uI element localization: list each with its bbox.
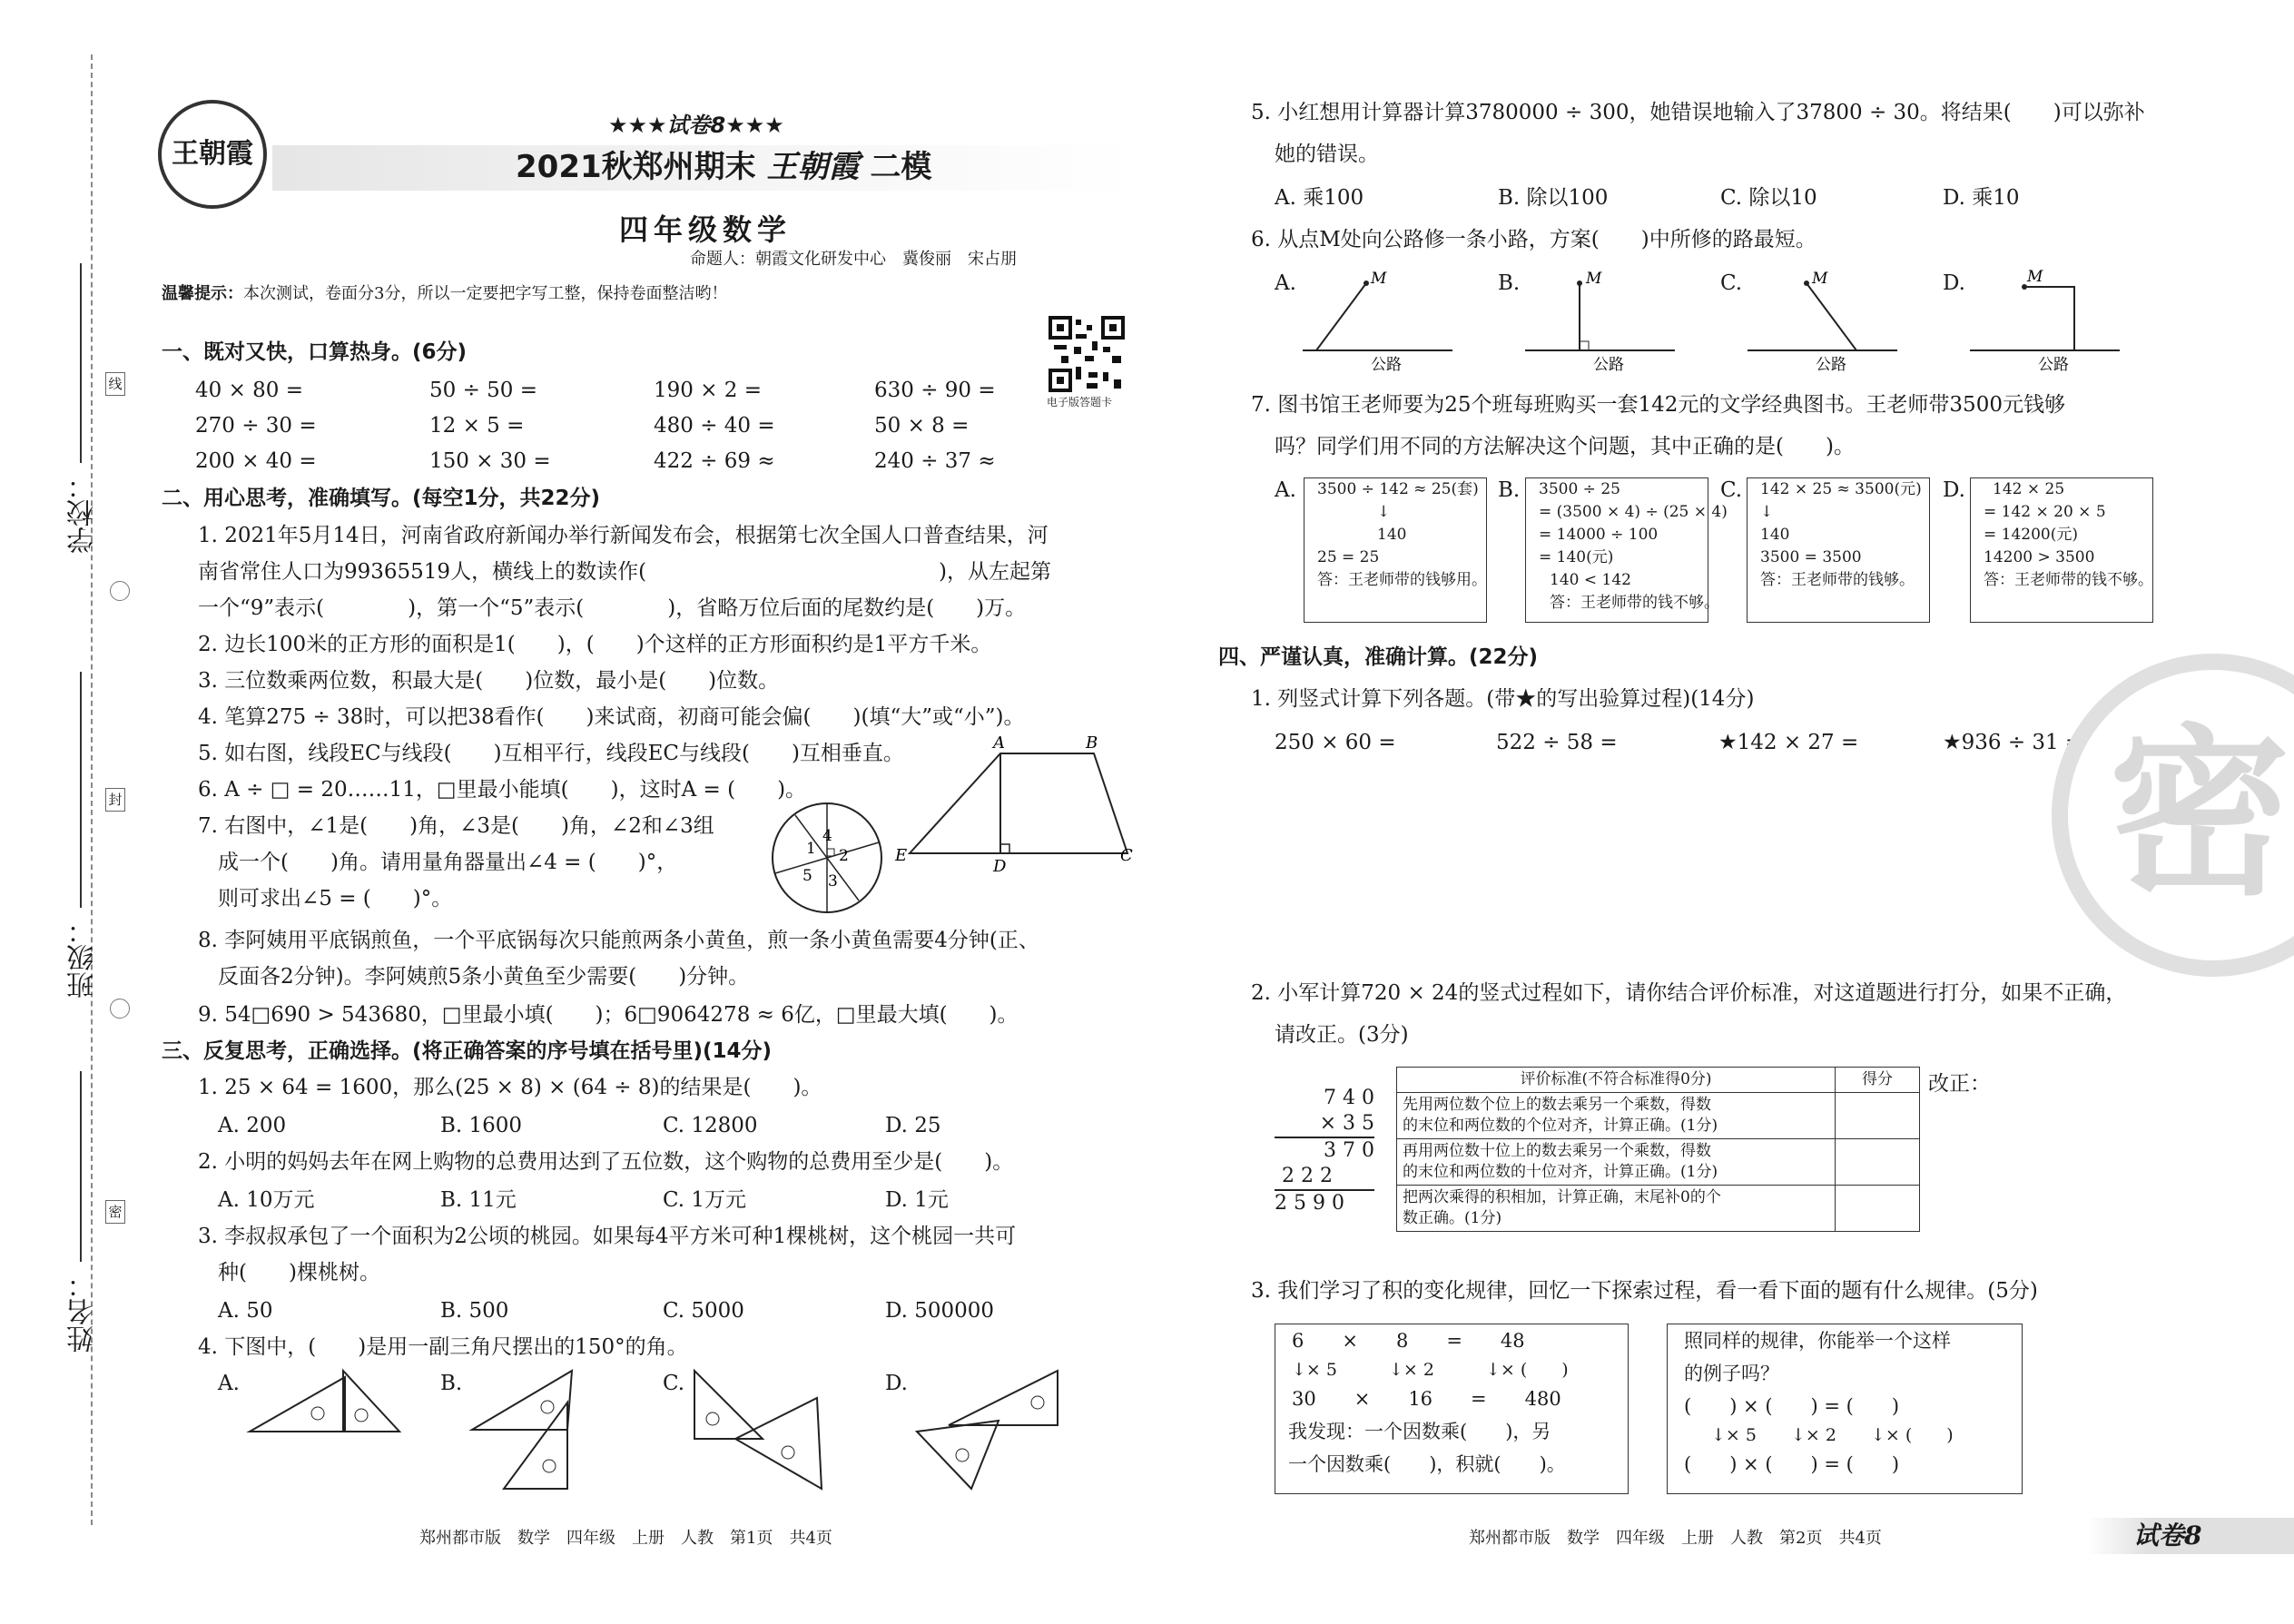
choice-option: C. 1万元 — [663, 1188, 747, 1212]
trap-label: D — [993, 857, 1007, 871]
solution-box-c: 142 × 25 ≈ 3500(元) ↓ 140 3500 = 3500 答：王老师带的钱够。 — [1747, 477, 1930, 623]
choice-option: C. — [1720, 478, 1743, 502]
fill-question: 反面各2分钟)。李阿姨煎5条小黄鱼至少需要( )分钟。 — [218, 965, 750, 989]
triangle-figure-d — [912, 1366, 1067, 1493]
mental-math: 200 × 40 = — [195, 449, 317, 473]
school-label: 学校： — [67, 472, 99, 554]
binding-mark: 密 — [105, 1200, 125, 1224]
choice-option: B. 500 — [440, 1299, 509, 1323]
corner-tag: 试卷8 — [2133, 1521, 2202, 1550]
qr-caption: 电子版答题卡 — [1047, 396, 1113, 408]
choice-option: B. — [1498, 478, 1521, 502]
choice-option: B. — [440, 1372, 463, 1395]
svg-text:M: M — [1371, 270, 1387, 288]
binding-hole — [110, 581, 130, 601]
mental-math: 480 ÷ 40 = — [654, 414, 775, 438]
fill-question: 8. 李阿姨用平底锅煎鱼，一个平底锅每次只能煎两条小黄鱼，煎一条小黄鱼需要4分钟(正、 — [198, 929, 1039, 952]
authors: 命题人：朝霞文化研发中心 冀俊丽 宋占朋 — [690, 250, 1017, 269]
mental-math: 422 ÷ 69 ≈ — [654, 449, 775, 473]
vertical-calc: 7 4 0 × 3 5 3 7 0 2 2 2 2 5 9 0 — [1275, 1087, 1374, 1215]
trap-label: A — [993, 735, 1005, 753]
name-underline — [80, 1071, 82, 1262]
mental-math: 630 ÷ 90 = — [874, 379, 996, 402]
solution-box-b: 3500 ÷ 25 = (3500 × 4) ÷ (25 × 4) = 14000 ÷ 100 = 140(元) 140 < 142 答：王老师带的钱不够。 — [1525, 477, 1708, 623]
svg-text:公路: 公路 — [1593, 356, 1624, 374]
trap-label: E — [895, 846, 908, 865]
solution-box-d: 142 × 25 = 142 × 20 × 5 = 14200(元) 14200 > 3500 答：王老师带的钱不够。 — [1970, 477, 2153, 623]
choice-question: 她的错误。 — [1275, 143, 1379, 166]
page-footer: 郑州都市版 数学 四年级 上册 人教 第1页 共4页 — [419, 1529, 832, 1548]
trap-label: B — [1086, 735, 1098, 753]
svg-text:M: M — [1812, 270, 1828, 288]
name-label: 姓名： — [67, 1271, 99, 1353]
evaluation-table: 评价标准(不符合标准得0分) 得分 先用两位数个位上的数去乘另一个乘数，得数 的末位和两位数的个位对齐，计算正确。(1分) 再用两位数十位上的数去乘另一个乘数，得数 的末位和两位数的十位对齐，计算正确。(1分) 把两次乘得的积相加，计算正确，末尾补0的个 数正确。(1分) — [1396, 1067, 1920, 1232]
choice-option: D. 25 — [885, 1114, 941, 1137]
angle-label: 5 — [802, 867, 812, 885]
calc-question: 1. 列竖式计算下列各题。(带★的写出验算过程)(14分) — [1251, 687, 1755, 711]
mental-math: 12 × 5 = — [429, 414, 525, 438]
angle-label: 4 — [822, 827, 832, 845]
brand-logo: 王朝霞 — [158, 100, 267, 209]
tip: 温馨提示：本次测试，卷面分3分，所以一定要把字写工整，保持卷面整洁哟！ — [162, 284, 728, 303]
choice-option: B. 11元 — [440, 1188, 517, 1212]
trap-label: C — [1120, 846, 1133, 865]
svg-text:公路: 公路 — [1371, 356, 1402, 374]
rule-box: 6 × 8 = 48 ↓× 5 ↓× 2 ↓× ( ) 30 × 16 = 480 我发现：一个因数乘( )，另 一个因数乘( )，积就( )。 — [1275, 1324, 1629, 1494]
page-footer: 郑州都市版 数学 四年级 上册 人教 第2页 共4页 — [1469, 1529, 1882, 1548]
choice-option: C. 5000 — [663, 1299, 744, 1323]
choice-option: A. 200 — [218, 1114, 287, 1137]
angle-label: 1 — [806, 840, 816, 858]
mental-math: 240 ÷ 37 ≈ — [874, 449, 996, 473]
choice-question: 2. 小明的妈妈去年在网上购物的总费用达到了五位数，这个购物的总费用至少是( )。 — [198, 1150, 1014, 1174]
calc-item: ★936 ÷ 31 = — [1943, 731, 2083, 754]
road-figure-a — [1298, 267, 1462, 376]
choice-option: C. — [663, 1372, 685, 1395]
angle-circle-figure — [768, 799, 886, 917]
class-underline — [80, 672, 82, 908]
subject-title: 四年级数学 — [619, 212, 793, 247]
mental-math: 50 × 8 = — [874, 414, 970, 438]
choice-option: C. 除以10 — [1720, 186, 1817, 210]
mental-math: 40 × 80 = — [195, 379, 304, 402]
choice-option: C. — [1720, 271, 1743, 295]
calc-question: 请改正。(3分) — [1275, 1023, 1409, 1047]
fill-question: 7. 右图中，∠1是( )角，∠3是( )角，∠2和∠3组 — [198, 814, 714, 838]
choice-question: 吗？同学们用不同的方法解决这个问题，其中正确的是( )。 — [1275, 435, 1855, 458]
choice-option: A. — [218, 1372, 240, 1395]
svg-text:公路: 公路 — [2038, 356, 2069, 374]
choice-question: 3. 李叔叔承包了一个面积为2公顷的桃园。如果每4平方米可种1棵桃树，这个桃园一共可 — [198, 1225, 1017, 1248]
choice-option: D. 1元 — [885, 1188, 949, 1212]
qr-code[interactable] — [1049, 316, 1125, 392]
exam-number: ★★★试卷8★★★ — [608, 113, 784, 138]
fill-question: 南省常住人口为99365519人，横线上的数读作( )，从左起第 — [198, 560, 1052, 584]
choice-option: D. 500000 — [885, 1299, 995, 1323]
triangle-figure-b — [468, 1366, 622, 1493]
choice-option: D. 乘10 — [1943, 186, 2020, 210]
choice-option: A. 10万元 — [218, 1188, 315, 1212]
angle-label: 2 — [839, 847, 849, 865]
choice-option: B. 1600 — [440, 1114, 523, 1137]
calc-item: ★142 × 27 = — [1718, 731, 1859, 754]
exam-title: 2021秋郑州期末 王朝霞 二模 — [516, 149, 932, 185]
mental-math: 190 × 2 = — [654, 379, 763, 402]
mental-math: 50 ÷ 50 = — [429, 379, 538, 402]
choice-option: A. — [1275, 478, 1296, 502]
fill-question: 9. 54□690 > 543680，□里最小填( )；6□9064278 ≈ 6亿，□里最大填( )。 — [198, 1003, 1019, 1027]
fill-question: 2. 边长100米的正方形的面积是1( )，( )个这样的正方形面积约是1平方千米。 — [198, 633, 992, 656]
trapezoid-figure — [890, 735, 1144, 871]
fill-question: 1. 2021年5月14日，河南省政府新闻办举行新闻发布会，根据第七次全国人口普查结果，河 — [198, 524, 1049, 547]
choice-option: A. 50 — [218, 1299, 273, 1323]
choice-question: 5. 小红想用计算器计算3780000 ÷ 300，她错误地输入了37800 ÷ 30。将结果( )可以弥补 — [1251, 101, 2145, 124]
solution-box-a: 3500 ÷ 142 ≈ 25(套) ↓ 140 25 = 25 答：王老师带的钱够用。 — [1304, 477, 1487, 623]
school-underline — [80, 263, 82, 463]
fill-question: 则可求出∠5 = ( )°。 — [218, 887, 453, 910]
binding-hole — [110, 999, 130, 1019]
road-figure-d — [1965, 267, 2129, 376]
choice-option: B. 除以100 — [1498, 186, 1609, 210]
choice-option: D. — [885, 1372, 908, 1395]
choice-question: 7. 图书馆王老师要为25个班每班购买一套142元的文学经典图书。王老师带3500元钱够 — [1251, 393, 2065, 417]
section-2-title: 二、用心思考，准确填写。(每空1分，共22分) — [162, 487, 601, 510]
rule-question: 3. 我们学习了积的变化规律，回忆一下探索过程，看一看下面的题有什么规律。(5分) — [1251, 1279, 2038, 1303]
calc-item: 522 ÷ 58 = — [1496, 731, 1618, 754]
choice-question: 6. 从点M处向公路修一条小路，方案( )中所修的路最短。 — [1251, 228, 1816, 251]
fill-question: 一个“9”表示( )，第一个“5”表示( )，省略万位后面的尾数约是( )万。 — [198, 596, 1027, 620]
seal-watermark: 密 — [2052, 654, 2294, 977]
calc-question: 2. 小军计算720 × 24的竖式过程如下，请你结合评价标准，对这道题进行打分，如果不正确， — [1251, 981, 2127, 1005]
svg-text:M: M — [1586, 270, 1602, 288]
choice-question: 种( )棵桃树。 — [218, 1261, 380, 1284]
choice-option: A. — [1275, 271, 1296, 295]
section-3-title: 三、反复思考，正确选择。(将正确答案的序号填在括号里)(14分) — [162, 1039, 773, 1063]
choice-option: A. 乘100 — [1275, 186, 1364, 210]
fill-question: 3. 三位数乘两位数，积最大是( )位数，最小是( )位数。 — [198, 669, 780, 693]
section-1-title: 一、既对又快，口算热身。(6分) — [162, 340, 468, 364]
fill-question: 成一个( )角。请用量角器量出∠4 = ( )°， — [218, 851, 678, 874]
example-box: 照同样的规律，你能举一个这样 的例子吗？ ( ) × ( ) = ( ) ↓× 5 ↓× 2 ↓× ( ) ( ) × ( ) = ( ) — [1667, 1324, 2023, 1494]
road-figure-c — [1743, 267, 1906, 376]
choice-option: D. — [1943, 478, 1965, 502]
svg-text:M: M — [2027, 268, 2043, 286]
choice-question: 4. 下图中，( )是用一副三角尺摆出的150°的角。 — [198, 1335, 688, 1359]
fill-question: 4. 笔算275 ÷ 38时，可以把38看作( )来试商，初商可能会偏( )(填“大”或“小”)。 — [198, 705, 1025, 729]
correction-label: 改正： — [1928, 1072, 1991, 1096]
svg-text:公路: 公路 — [1816, 356, 1846, 374]
mental-math: 270 ÷ 30 = — [195, 414, 317, 438]
fill-question: 5. 如右图，线段EC与线段( )互相平行，线段EC与线段( )互相垂直。 — [198, 742, 904, 765]
choice-option: B. — [1498, 271, 1521, 295]
mental-math: 150 × 30 = — [429, 449, 551, 473]
road-figure-b — [1521, 267, 1684, 376]
triangle-figure-a — [245, 1366, 436, 1439]
angle-label: 3 — [828, 872, 838, 891]
binding-mark: 线 — [105, 372, 125, 396]
choice-question: 1. 25 × 64 = 1600，那么(25 × 8) × (64 ÷ 8)的结果是( )。 — [198, 1076, 822, 1099]
triangle-figure-c — [690, 1366, 844, 1493]
choice-option: D. — [1943, 271, 1965, 295]
calc-item: 250 × 60 = — [1275, 731, 1396, 754]
class-label: 班级： — [67, 917, 99, 999]
binding-mark: 封 — [105, 788, 125, 812]
fill-question: 6. A ÷ □ = 20……11，□里最小能填( )，这时A = ( )。 — [198, 778, 807, 802]
section-4-title: 四、严谨认真，准确计算。(22分) — [1218, 645, 1539, 669]
choice-option: C. 12800 — [663, 1114, 758, 1137]
